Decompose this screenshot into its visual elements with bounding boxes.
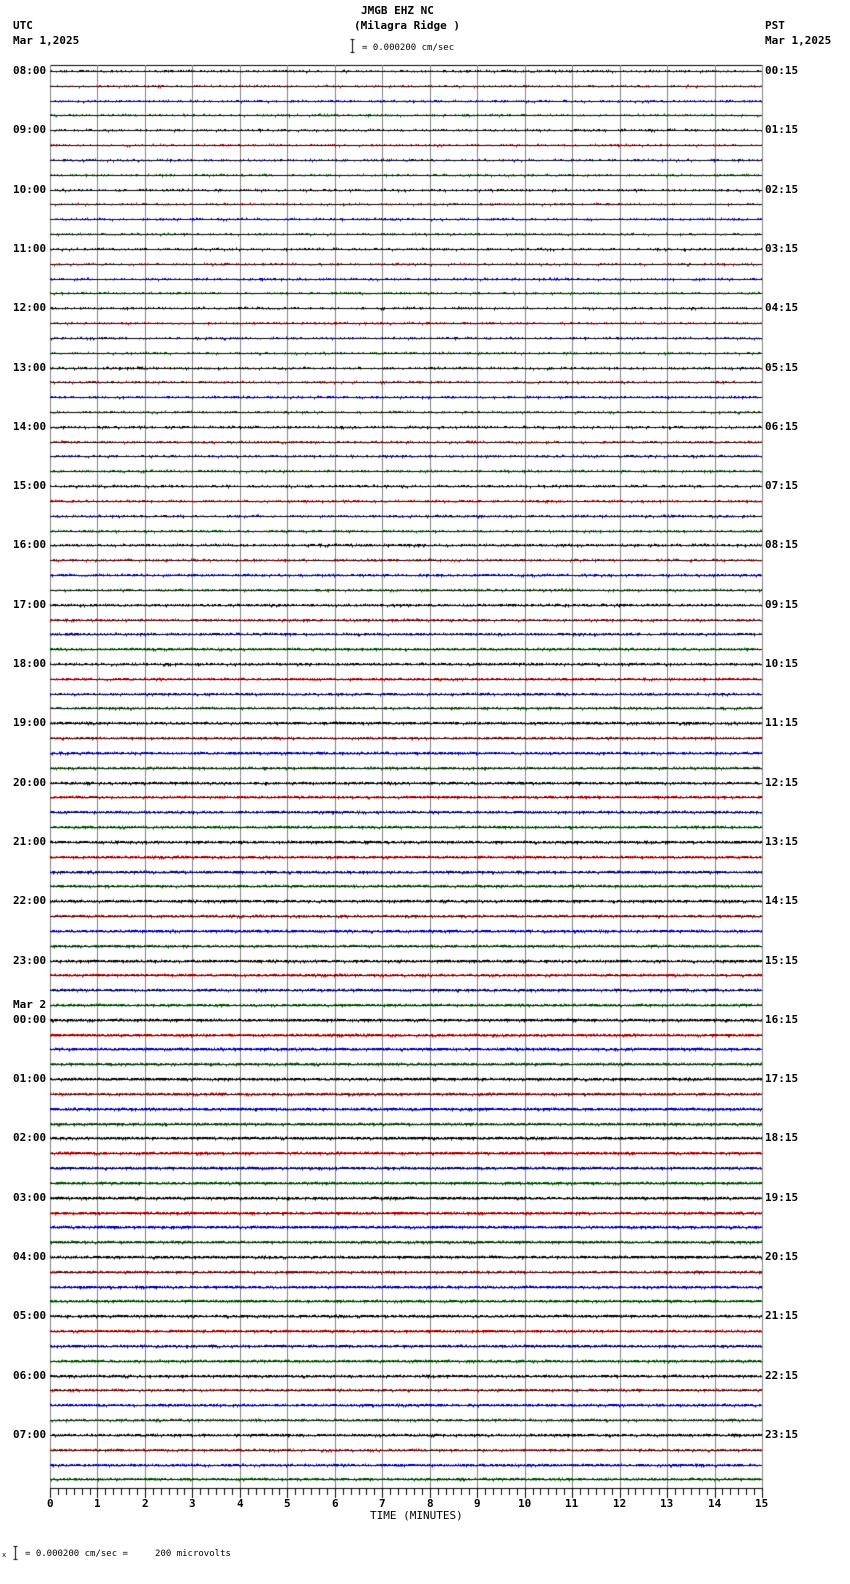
x-tick-label: 3 bbox=[189, 1497, 196, 1510]
utc-hour-label: 17:00 bbox=[13, 598, 47, 611]
utc-hour-label: 01:00 bbox=[13, 1072, 47, 1085]
utc-hour-label: 08:00 bbox=[13, 64, 47, 77]
utc-hour-label: 10:00 bbox=[13, 183, 47, 196]
x-tick-label: 10 bbox=[518, 1497, 532, 1510]
x-tick-label: 13 bbox=[660, 1497, 674, 1510]
x-tick-label: 7 bbox=[379, 1497, 386, 1510]
pst-hour-label: 15:15 bbox=[765, 954, 799, 967]
footer-scale-note: = 0.000200 cm/sec = 200 microvolts bbox=[25, 1549, 231, 1559]
pst-hour-label: 10:15 bbox=[765, 657, 799, 670]
pst-hour-label: 23:15 bbox=[765, 1428, 799, 1441]
x-tick-label: 0 bbox=[47, 1497, 54, 1510]
x-tick-label: 14 bbox=[708, 1497, 722, 1510]
utc-hour-label: 07:00 bbox=[13, 1428, 47, 1441]
pst-hour-label: 01:15 bbox=[765, 123, 799, 136]
utc-hour-label: 09:00 bbox=[13, 123, 47, 136]
utc-hour-label: 13:00 bbox=[13, 361, 47, 374]
footer-marker: x bbox=[2, 1551, 7, 1559]
x-tick-label: 15 bbox=[755, 1497, 769, 1510]
pst-hour-label: 06:15 bbox=[765, 420, 799, 433]
x-tick-label: 9 bbox=[474, 1497, 481, 1510]
pst-hour-label: 19:15 bbox=[765, 1191, 799, 1204]
utc-hour-label: 14:00 bbox=[13, 420, 47, 433]
utc-hour-label: 20:00 bbox=[13, 776, 47, 789]
utc-hour-label: 03:00 bbox=[13, 1191, 47, 1204]
utc-hour-label: 21:00 bbox=[13, 835, 47, 848]
left-date: Mar 1,2025 bbox=[13, 34, 80, 47]
utc-hour-label: 12:00 bbox=[13, 301, 47, 314]
pst-hour-label: 20:15 bbox=[765, 1250, 799, 1263]
x-tick-label: 11 bbox=[565, 1497, 579, 1510]
x-tick-label: 6 bbox=[332, 1497, 339, 1510]
right-date: Mar 1,2025 bbox=[765, 34, 832, 47]
pst-hour-label: 08:15 bbox=[765, 538, 799, 551]
left-timezone: UTC bbox=[13, 19, 33, 32]
pst-hour-label: 02:15 bbox=[765, 183, 799, 196]
utc-date-change-label: Mar 2 bbox=[13, 998, 47, 1011]
pst-hour-label: 07:15 bbox=[765, 479, 799, 492]
utc-hour-label: 16:00 bbox=[13, 538, 47, 551]
utc-hour-label: 18:00 bbox=[13, 657, 47, 670]
station-title: JMGB EHZ NC bbox=[361, 4, 434, 17]
utc-hour-label: 02:00 bbox=[13, 1131, 47, 1144]
x-tick-label: 1 bbox=[94, 1497, 101, 1510]
utc-hour-label: 19:00 bbox=[13, 716, 47, 729]
utc-hour-label: 23:00 bbox=[13, 954, 47, 967]
pst-hour-label: 14:15 bbox=[765, 894, 799, 907]
site-name: (Milagra Ridge ) bbox=[354, 19, 460, 32]
x-axis-title: TIME (MINUTES) bbox=[370, 1509, 463, 1522]
pst-hour-label: 22:15 bbox=[765, 1369, 799, 1382]
pst-hour-label: 05:15 bbox=[765, 361, 799, 374]
utc-hour-label: 22:00 bbox=[13, 894, 47, 907]
pst-hour-label: 04:15 bbox=[765, 301, 799, 314]
pst-hour-label: 21:15 bbox=[765, 1309, 799, 1322]
pst-hour-label: 13:15 bbox=[765, 835, 799, 848]
pst-hour-label: 11:15 bbox=[765, 716, 799, 729]
utc-hour-label: 06:00 bbox=[13, 1369, 47, 1382]
x-tick-label: 5 bbox=[284, 1497, 291, 1510]
pst-hour-label: 18:15 bbox=[765, 1131, 799, 1144]
utc-hour-label: 04:00 bbox=[13, 1250, 47, 1263]
right-timezone: PST bbox=[765, 19, 785, 32]
utc-hour-label: 00:00 bbox=[13, 1013, 47, 1026]
pst-hour-label: 00:15 bbox=[765, 64, 799, 77]
x-tick-label: 12 bbox=[613, 1497, 627, 1510]
x-tick-label: 2 bbox=[142, 1497, 149, 1510]
pst-hour-label: 03:15 bbox=[765, 242, 799, 255]
pst-hour-label: 12:15 bbox=[765, 776, 799, 789]
pst-hour-label: 16:15 bbox=[765, 1013, 799, 1026]
x-tick-label: 4 bbox=[237, 1497, 244, 1510]
utc-hour-label: 15:00 bbox=[13, 479, 47, 492]
pst-hour-label: 17:15 bbox=[765, 1072, 799, 1085]
scale-label: = 0.000200 cm/sec bbox=[362, 43, 455, 53]
utc-hour-label: 11:00 bbox=[13, 242, 47, 255]
x-tick-label: 8 bbox=[427, 1497, 434, 1510]
utc-hour-label: 05:00 bbox=[13, 1309, 47, 1322]
pst-hour-label: 09:15 bbox=[765, 598, 799, 611]
